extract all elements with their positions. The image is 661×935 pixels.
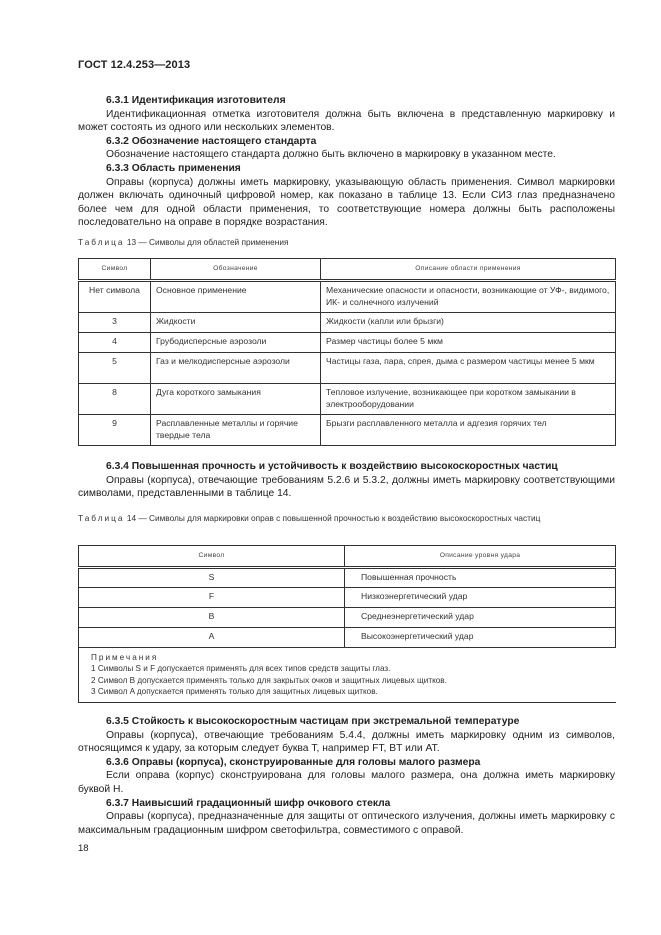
table13-cell-symbol: 5 [79,353,151,384]
table-row [79,384,616,415]
table14-cell-description: Повышенная прочность [345,568,616,588]
table14-cell-description: Высокоэнергетический удар [345,628,616,648]
standard-title: ГОСТ 12.4.253—2013 [78,59,191,71]
section-text-636: Если оправа (корпус) сконструирована для головы малого размера, она должна иметь маркировку буквой H. [78,770,615,795]
table14-cell-description: Среднеэнергетический удар [345,608,616,628]
table14-caption-text: 14 — Символы для маркировки оправ с повышенной прочностью к воздействию высокоскоростных частиц [124,513,541,523]
section-heading-633: 6.3.3 Область применения [106,162,241,174]
table-13 [78,258,616,446]
table13-cell-symbol: 3 [79,313,151,333]
table13-cell-description: Частицы газа, пара, спрея, дыма с размером частицы менее 5 мкм [321,353,616,384]
table-notes-row [79,648,616,703]
table-row [79,415,616,446]
table14-caption [78,513,615,524]
table13-cell-designation: Дуга короткого замыкания [151,384,321,415]
table13-cell-description: Размер частицы более 5 мкм [321,333,616,353]
table13-cell-symbol: 9 [79,415,151,446]
table13-caption [78,237,615,248]
table14-cell-symbol: S [79,568,345,588]
table14-cell-description: Низкоэнергетический удар [345,588,616,608]
table13-header-description: Описание области применения [321,259,616,281]
page-number: 18 [78,843,89,854]
table-row [79,313,616,333]
table13-cell-designation: Грубодисперсные аэрозоли [151,333,321,353]
section-text-632: Обозначение настоящего стандарта должно быть включено в маркировку в указанном месте. [106,149,556,161]
section-text-633: Оправы (корпуса) должны иметь маркировку, указывающую область применения. Символ маркировки должен включать одиночный цифровой номер, как показано в таблице 13. Если СИЗ глаз предназначено более чем для одной области применения, то соответствующие номера должны быть расположены последовательно на оправе в порядке возрастания. [78,176,615,229]
table14-cell-symbol: F [79,588,345,608]
section-heading-637: 6.3.7 Наивысший градационный шифр очкового стекла [106,797,391,809]
table-row [79,281,616,313]
note-item: 2 Символ B допускается применять только для закрытых очков и защитных лицевых щитков. [91,675,447,685]
section-text-637: Оправы (корпуса), предназначенные для защиты от оптического излучения, должны иметь маркировку с максимальным градационным шифром светофильтра, совместимого с оправой. [78,811,615,836]
section-heading-632: 6.3.2 Обозначение настоящего стандарта [106,135,317,147]
table13-cell-description: Механические опасности и опасности, возникающие от УФ-, видимого, ИК- и солнечного излучений [321,281,616,313]
table13-cell-description: Тепловое излучение, возникающее при коротком замыкании в электрооборудовании [321,384,616,415]
table14-cell-symbol: A [79,628,345,648]
table13-cell-symbol: 8 [79,384,151,415]
table13-cell-designation: Основное применение [151,281,321,313]
section-text-634: Оправы (корпуса), отвечающие требованиям 5.2.6 и 5.3.2, должны иметь маркировку соответствующими символами, представленными в таблице 14. [78,474,615,500]
section-heading-631: 6.3.1 Идентификация изготовителя [106,95,286,106]
notes-title: Примечания [91,653,159,662]
table13-cell-symbol: Нет символа [79,281,151,313]
section-heading-635: 6.3.5 Стойкость к высокоскоростным частицам при экстремальной температуре [106,716,520,727]
sections-top [78,94,615,230]
table13-cell-description: Жидкости (капли или брызги) [321,313,616,333]
section-text-631: Идентификационная отметка изготовителя должна быть включена в представленную маркировку и может состоять из одного или нескольких элементов. [78,108,615,134]
table13-header-symbol: Символ [79,259,151,281]
table-14 [78,545,616,703]
table13-cell-designation: Газ и мелкодисперсные аэрозоли [151,353,321,384]
section-634 [78,460,615,501]
table13-cell-symbol: 4 [79,333,151,353]
table13-cell-designation: Жидкости [151,313,321,333]
table13-header-designation: Обозначение [151,259,321,281]
table14-header-symbol: Символ [79,546,345,568]
table-row [79,588,616,608]
table-row [79,608,616,628]
table-row [79,568,616,588]
note-item: 1 Символы S и F допускается применять для всех типов средств защиты глаз. [91,664,391,674]
note-item: 3 Символ A допускается применять только для защитных лицевых щитков. [91,686,378,696]
table13-cell-description: Брызги расплавленного металла и адгезия горячих тел [321,415,616,446]
table-row [79,353,616,384]
section-heading-634: 6.3.4 Повышенная прочность и устойчивость к воздействию высокоскоростных частиц [106,461,558,472]
table13-caption-text: 13 — Символы для областей применения [124,237,289,247]
table13-cell-designation: Расплавленные металлы и горячие твердые тела [151,415,321,446]
table14-caption-prefix: Таблица [78,513,125,523]
table14-header-description: Описание уровня удара [345,546,616,568]
sections-bottom [78,715,615,837]
table14-notes [79,648,616,703]
table-row [79,333,616,353]
section-text-635: Оправы (корпуса), отвечающие требованиям 5.4.4, должны иметь маркировку одним из символов, относящимся к удару, за которым следует буква T, например FT, BT или AT. [78,729,615,755]
section-heading-636: 6.3.6 Оправы (корпуса), сконструированные для головы малого размера [106,756,481,768]
table13-caption-prefix: Таблица [78,237,125,247]
table14-cell-symbol: B [79,608,345,628]
table-row [79,628,616,648]
